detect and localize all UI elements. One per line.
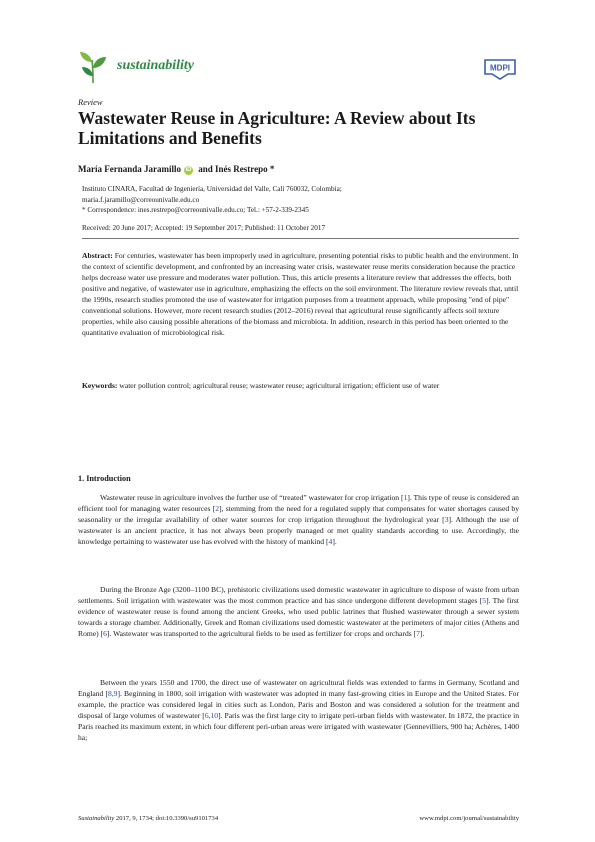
footer-citation [78,815,218,822]
paragraph-text: ]. Although the use of wastewater is an ancient practice, it has not always been properly managed or met quality standards according to use. Accordingly, the knowledge pertaining to wastewater use has evolved with the history of mankind [ [78,515,519,546]
keywords-text: water pollution control; agricultural reuse; wastewater reuse; agricultural irrigation; efficient use of water [119,381,440,390]
citation-link[interactable]: 7 [416,629,420,638]
divider [82,238,519,239]
author-email[interactable]: maria.f.jaramillo@correounivalle.edu.co [82,195,200,204]
citation-link[interactable]: 6,10 [204,711,219,720]
footer-url[interactable]: www.mdpi.com/journal/sustainability [419,815,519,822]
paragraph-text: ]. Paris was the first large city to irrigate peri-urban fields with wastewater. In 1872, the practice in Paris reached its maximum extent, in which four different peri-urban areas were irrigated with wastewater (Gennevilliers, 900 ha; Achères, 1400 ha; [78,711,520,742]
body-paragraph [78,584,519,639]
publication-dates: Received: 20 June 2017; Accepted: 19 September 2017; Published: 11 October 2017 [82,224,326,232]
article-title: Wastewater Reuse in Agriculture: A Review about Its Limitations and Benefits [78,108,476,148]
author-name[interactable]: María Fernanda Jaramillo [78,164,181,174]
orcid-icon[interactable]: iD [185,167,192,173]
paragraph-text: ]. Wastewater was transported to the agricultural fields to be used as fertilizer for crops and orchards [ [106,629,417,638]
mdpi-logo-text: MDPI [490,63,510,73]
paragraph-text: ]. The first evidence of wastewater reuse is found among the ancient Greeks, who used public latrines that flushed wastewater through a sewer system towards a storage chamber. Additionally, Greek and Roman civilizations used domestic wastewater at the perimeters of major cities (Athens and Rome) [ [78,596,519,638]
correspondence-line[interactable]: * Correspondence: ines.restrepo@correounivalle.edu.co; Tel.: +57-2-339-2345 [82,206,309,214]
abstract-text: For centuries, wastewater has been improperly used in agriculture, presenting potential risks to public health and the environment. In the context of scientific development, and confronted by an increasing water crisis, wastewater reuse merits consideration because the practice helps decrease water use pressure and moderates water pollution. Thus, this article presents a literature review that addresses the effects, both positive and negative, of wastewater use in agriculture, emphasizing the effects on the soil environment. The literature review reveals that, until the 1990s, research studies promoted the use of wastewater for irrigation purposes from a treatment approach, while proposing "end of pipe" conventional solutions. However, more recent research studies (2012–2016) reveal that agricultural reuse significantly affects soil texture properties, while also causing possible alterations of the biomass and microbiota. In addition, research in this period has been oriented to the quantitative evaluation of microbiological risk. [82,251,519,337]
mdpi-logo-icon[interactable] [482,58,518,80]
body-paragraph [78,677,519,743]
paragraph-text: ]. This type of reuse is considered an efficient tool for managing water resources [ [78,493,519,513]
paragraph-text: ]. [332,537,337,546]
citation-link[interactable]: 6 [103,629,107,638]
citation-link[interactable]: 4 [328,537,333,546]
author-name[interactable]: Inés Restrepo [215,164,268,174]
footer-journal: Sustainability [78,815,115,822]
body-paragraph [78,492,519,547]
sustainability-logo-icon [78,50,108,84]
affiliation-line: Instituto CINARA, Facultad de Ingeniería, Universidad del Valle, Cali 760032, Colombia; [82,185,342,193]
footer-citation-detail[interactable]: 2017, 9, 1734; doi:10.3390/su9101734 [114,815,219,822]
citation-link[interactable]: 8,9 [107,689,118,698]
journal-header [78,50,518,86]
paragraph-text: ]. [419,629,425,638]
journal-name[interactable]: sustainability [117,58,195,73]
abstract [82,250,519,338]
citation-link[interactable]: 5 [482,596,487,605]
paragraph-text: Between the years 1550 and 1700, the direct use of wastewater on agricultural fields was extended to farms in Germany, Scotland and England [ [78,678,519,698]
abstract-label: Abstract: [82,251,113,260]
keywords-label: Keywords: [82,381,118,390]
citation-link[interactable]: 3 [444,515,449,524]
section-heading: 1. Introduction [78,474,131,483]
keywords [82,380,519,391]
citation-link[interactable]: 2 [215,504,220,513]
paragraph-text: During the Bronze Age (3200–1100 BC), prehistoric civilizations used domestic wastewater in agriculture to dispose of waste from urban settlements. Soil irrigation with wastewater was the most common practice and has since undergone different development stages [ [78,585,519,605]
affiliation-block [82,184,522,216]
paragraph-text: ], stemming from the need for a regulated supply that compensates for water shortages caused by seasonality or the irregular availability of other water sources for crop irrigation throughout the hydrological year [ [78,504,519,524]
corresponding-mark: * [269,164,275,174]
citation-link[interactable]: 1 [403,493,408,502]
paragraph-text: Wastewater reuse in agriculture involves the further use of “treated” wastewater for crop irrigation [ [100,493,404,502]
article-type: Review [78,97,103,107]
paragraph-text: ]. Beginning in 1800, soil irrigation with wastewater was adopted in many fast-growing cities in Europe and the United States. For example, the practice was considered legal in cities such as London, Paris and Boston and was considered a solution for the treatment and disposal of large volumes of wastewater [ [78,689,520,720]
author-connector: and [198,164,213,174]
author-list [78,164,274,175]
